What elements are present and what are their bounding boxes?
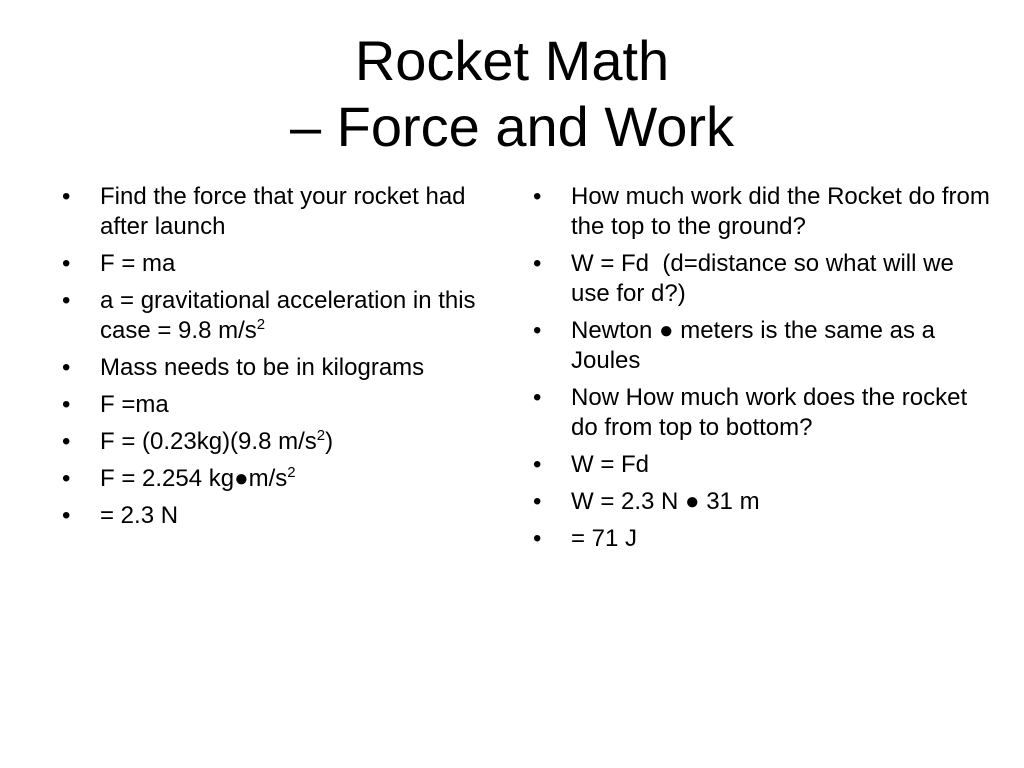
bullet-text: a = gravitational acceleration in this case = 9.8 m/s [100,287,476,344]
bullet-text: = 71 J [571,525,638,552]
bullet-text: Newton ● meters is the same as a Joules [571,317,935,374]
right-bullet-list [533,182,993,561]
bullet-text: Now How much work does the rocket do from top to bottom? [571,384,968,441]
bullet-icon: • [533,317,542,344]
superscript: 2 [256,316,266,333]
bullet-icon: • [533,451,542,478]
left-bullet-list [62,182,502,538]
bullet-text: = 2.3 N [100,502,179,529]
bullet-icon: • [533,525,542,552]
list-item [533,316,993,376]
list-item [62,427,502,457]
list-item [533,249,993,309]
list-item [533,450,993,480]
bullet-text: How much work did the Rocket do from the top to the ground? [571,183,990,240]
bullet-icon: • [62,250,71,277]
bullet-text-tail: ) [325,428,334,455]
bullet-text: F = 2.254 kg●m/s [100,465,288,492]
bullet-text: W = 2.3 N ● 31 m [571,488,760,515]
list-item [62,182,502,242]
list-item [533,487,993,517]
bullet-text: W = Fd [571,451,650,478]
list-item [533,524,993,554]
bullet-text: Mass needs to be in kilograms [100,354,425,381]
bullet-text: F = (0.23kg)(9.8 m/s [100,428,317,455]
bullet-icon: • [533,250,542,277]
bullet-icon: • [62,502,71,529]
bullet-text: F =ma [100,391,169,418]
list-item [62,249,502,279]
bullet-icon: • [533,384,542,411]
list-item [533,383,993,443]
title-line-1: Rocket Math [354,29,670,92]
bullet-text: W = Fd (d=distance so what will we use for d?) [571,250,961,307]
list-item [533,182,993,242]
bullet-icon: • [62,391,71,418]
list-item [62,501,502,531]
list-item [62,286,502,346]
bullet-icon: • [62,354,71,381]
bullet-icon: • [62,287,71,314]
bullet-text: F = ma [100,250,176,277]
bullet-icon: • [62,465,71,492]
bullet-icon: • [62,428,71,455]
bullet-icon: • [533,183,542,210]
title-line-2: – Force and Work [289,95,735,158]
slide-title [0,28,1024,160]
superscript: 2 [287,464,296,481]
bullet-icon: • [62,183,71,210]
list-item [62,353,502,383]
bullet-icon: • [533,488,542,515]
bullet-text: Find the force that your rocket had after launch [100,183,466,240]
list-item [62,390,502,420]
superscript: 2 [316,427,326,444]
list-item [62,464,502,494]
